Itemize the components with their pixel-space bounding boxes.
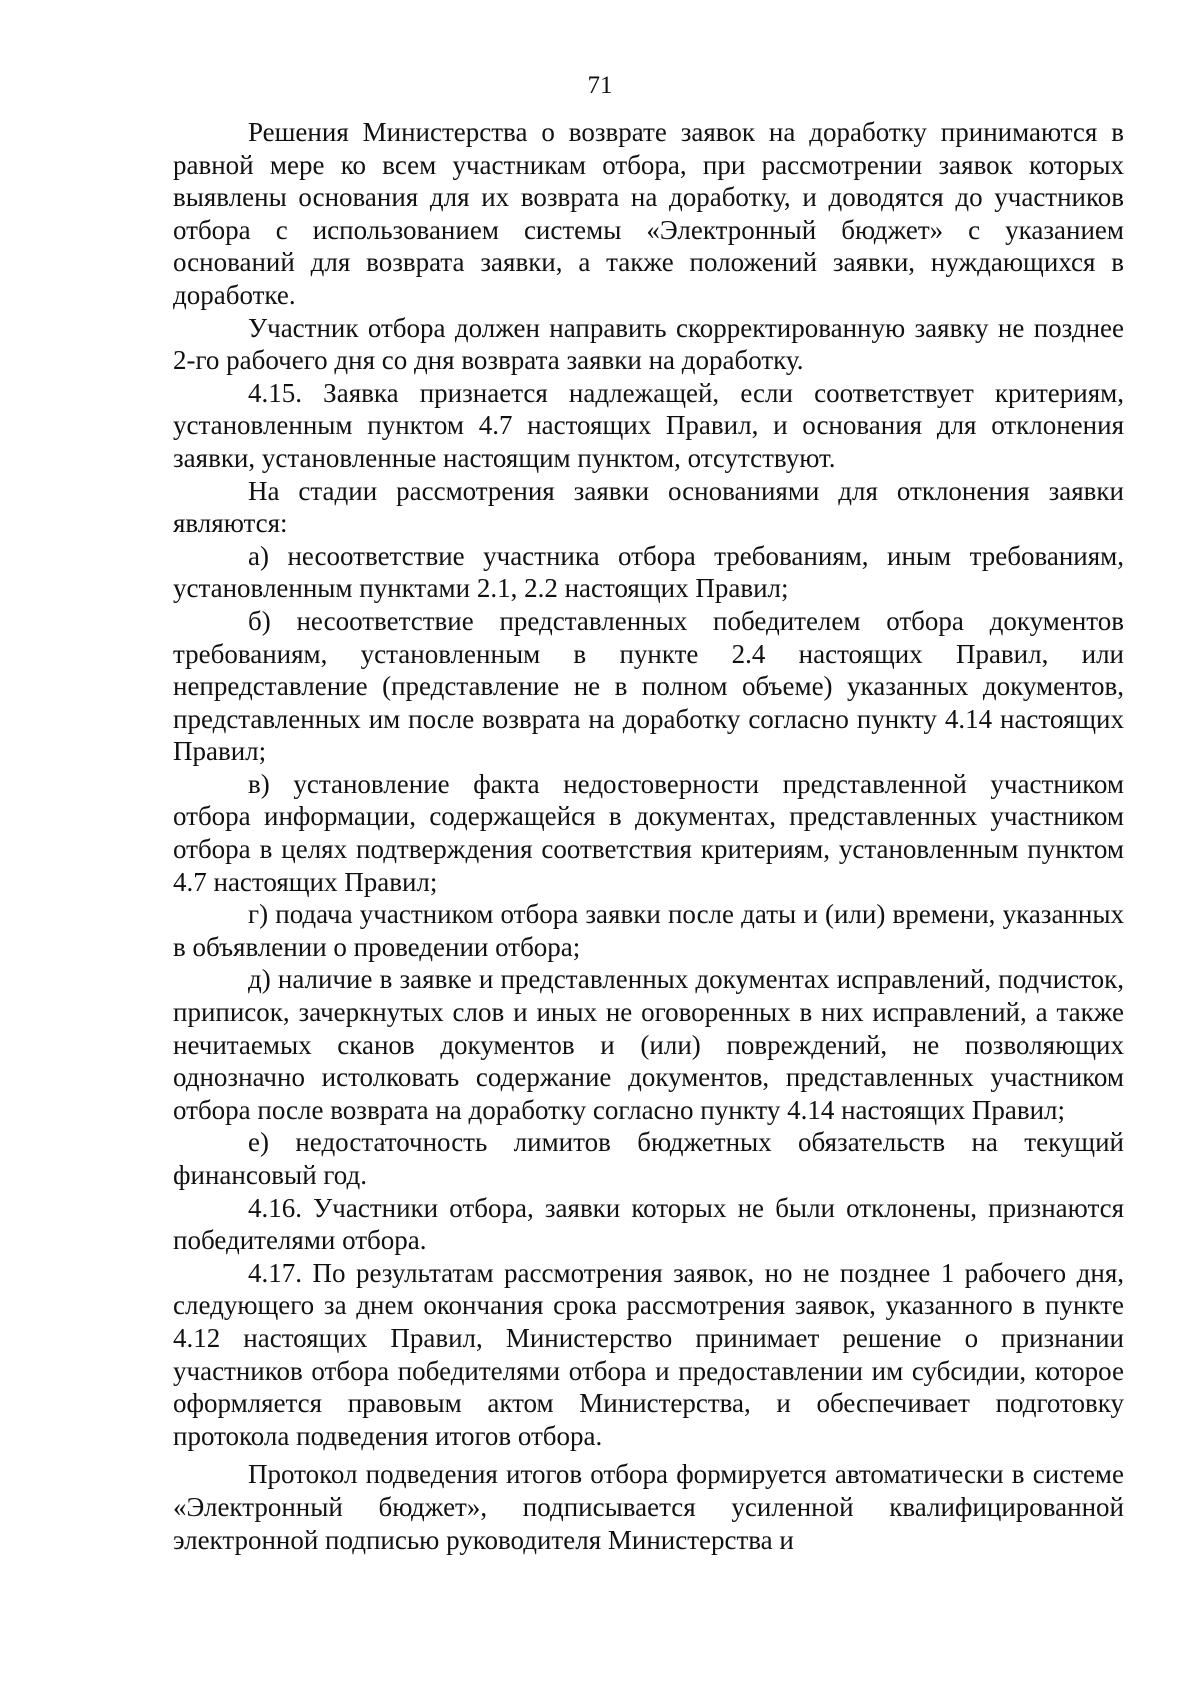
paragraph-4-17: 4.17. По результатам рассмотрения заявок, но не позднее 1 рабочего дня, следующего за днем окончания срока рассмотрения заявок, указанного в пункте 4.12 настоящих Правил, Министерство принимает решение о признании участников отбора победителями отбора и предоставлении им субсидии, которое оформляется правовым актом Министерства, и обеспечивает подготовку протокола подведения итогов отбора. [173,1257,1124,1451]
list-item-d: д) наличие в заявке и представленных документах исправлений, подчисток, приписок, зачеркнутых слов и иных не оговоренных в них исправлений, а также нечитаемых сканов документов и (или) повреждений, не позволяющих однозначно истолковать содержание документов, представленных участником отбора после возврата на доработку согласно пункту 4.14 настоящих Правил; [173,964,1124,1125]
paragraph-return-decisions: Решения Министерства о возврате заявок на доработку принимаются в равной мере ко всем участникам отбора, при рассмотрении заявок которых выявлены основания для их возврата на доработку, и доводятся до участников отбора с использованием системы «Электронный бюджет» с указанием оснований для возврата заявки, а также положений заявки, нуждающихся в доработке. [173,117,1124,310]
paragraph-rejection-grounds-intro: На стадии рассмотрения заявки основаниями для отклонения заявки являются: [173,475,1124,539]
list-item-v: в) установление факта недостоверности представленной участником отбора информации, содержащейся в документах, представленных участником отбора в целях подтверждения соответствия критериям, установленным пунктом 4.7 настоящих Правил; [173,768,1124,897]
list-item-b: б) несоответствие представленных победителем отбора документов требованиям, установленным в пункте 2.4 настоящих Правил, или непредставление (представление не в полном объеме) указанных документов, представленных им после возврата на доработку согласно пункту 4.14 настоящих Правил; [173,605,1124,767]
page-number: 71 [587,72,613,99]
list-item-a: а) несоответствие участника отбора требованиям, иным требованиям, установленным пунктами 2.1, 2.2 настоящих Правил; [173,540,1124,604]
list-item-e: е) недостаточность лимитов бюджетных обязательств на текущий финансовый год. [173,1127,1124,1190]
paragraph-resubmission-deadline: Участник отбора должен направить скорректированную заявку не позднее 2-го рабочего дня со дня возврата заявки на доработку. [173,312,1124,376]
paragraph-4-16: 4.16. Участники отбора, заявки которых не были отклонены, признаются победителями отбора. [173,1192,1124,1256]
list-item-g: г) подача участником отбора заявки после даты и (или) времени, указанных в объявлении о проведении отбора; [173,899,1124,962]
document-body [173,116,1124,1556]
paragraph-4-15: 4.15. Заявка признается надлежащей, если соответствует критериям, установленным пунктом 4.7 настоящих Правил, и основания для отклонения заявки, установленные настоящим пунктом, отсутствуют. [173,377,1124,473]
paragraph-protocol: Протокол подведения итогов отбора формируется автоматически в системе «Электронный бюджет», подписывается усиленной квалифицированной электронной подписью руководителя Министерства и [173,1459,1124,1555]
